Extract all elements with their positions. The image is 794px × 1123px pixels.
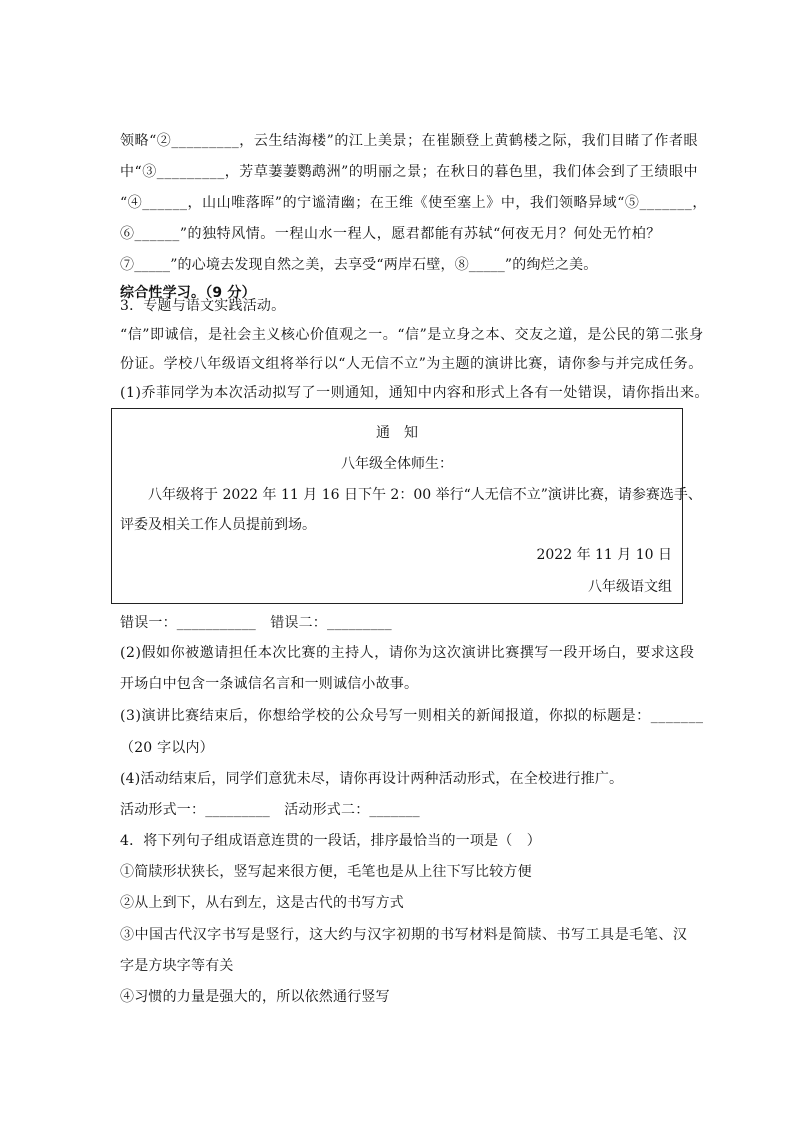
question-4-sentence-2: ②从上到下，从右到左，这是古代的书写方式 [120,895,404,911]
error-blanks: 错误一：___________ 错误二：_________ [120,615,392,631]
notice-body-line-1: 八年级将于 2022 年 11 月 16 日下午 2：00 举行“人无信不立”演讲比赛，请参赛选手、 [148,487,702,503]
question-4-title: 4．将下列句子组成语意连贯的一段话，排序最恰当的一项是（ ） [120,833,541,849]
question-3-sub-1: (1)乔菲同学为本次活动拟写了一则通知，通知中内容和形式上各有一处错误，请你指出来。 [120,385,709,401]
poem-fill-line-3: “④______，山山唯落晖”的宁谧清幽；在王维《使至塞上》中，我们领略异域“⑤_______， [120,195,707,211]
question-3-sub-3-line-1: (3)演讲比赛结束后，你想给学校的公众号写一则相关的新闻报道，你拟的标题是：_______ [120,708,704,724]
poem-fill-line-2: 中“③_________，芳草萋萋鹦鹉洲”的明丽之景；在秋日的暮色里，我们体会到了王绩眼中 [120,164,699,180]
poem-fill-line-5: ⑦_____”的心境去发现自然之美，去享受“两岸石壁，⑧_____”的绚烂之美。 [120,257,598,273]
question-3-sub-2-line-2: 开场白中包含一条诚信名言和一则诚信小故事。 [120,676,419,692]
notice-title: 通 知 [376,425,418,441]
section-title: 综合性学习。（9 分） [120,285,256,301]
notice-signer: 八年级语文组 [588,579,672,595]
notice-body-line-2: 评委及相关工作人员提前到场。 [120,517,316,533]
notice-date: 2022 年 11 月 10 日 [536,547,672,563]
question-3-sub-3-line-2: （20 字以内） [120,740,214,756]
question-4-sentence-4: ④习惯的力量是强大的，所以依然通行竖写 [120,989,390,1005]
question-4-sentence-3-line-1: ③中国古代汉字书写是竖行，这大约与汉字初期的书写材料是简牍、书写工具是毛笔、汉 [120,927,688,943]
question-3-title: 3．专题与语文实践活动。 [120,298,286,314]
activity-form-blanks: 活动形式一：_________ 活动形式二：_______ [120,802,420,818]
question-4-sentence-1: ①简牍形状狭长，竖写起来很方便，毛笔也是从上往下写比较方便 [120,864,532,880]
question-3-sub-4: (4)活动结束后，同学们意犹未尽，请你再设计两种活动形式，在全校进行推广。 [120,771,624,787]
poem-fill-line-4: ⑥______”的独特风情。一程山水一程人，愿君都能有苏轼“何夜无月？何处无竹柏？ [120,226,661,242]
question-3-intro-line-1: “信”即诚信，是社会主义核心价值观之一。“信”是立身之本、交友之道，是公民的第二张身 [120,327,704,343]
question-4-sentence-3-line-2: 字是方块字等有关 [120,958,234,974]
notice-addressee: 八年级全体师生： [341,456,453,472]
question-3-intro-line-2: 份证。学校八年级语文组将举行以“人无信不立”为主题的演讲比赛，请你参与并完成任务。 [120,356,703,372]
question-3-sub-2-line-1: (2)假如你被邀请担任本次比赛的主持人，请你为这次演讲比赛撰写一段开场白，要求这段 [120,645,695,661]
notice-box [111,408,702,604]
poem-fill-line-1: 领略“②_________，云生结海楼”的江上美景；在崔颢登上黄鹤楼之际，我们目睹了作者眼 [120,133,699,149]
